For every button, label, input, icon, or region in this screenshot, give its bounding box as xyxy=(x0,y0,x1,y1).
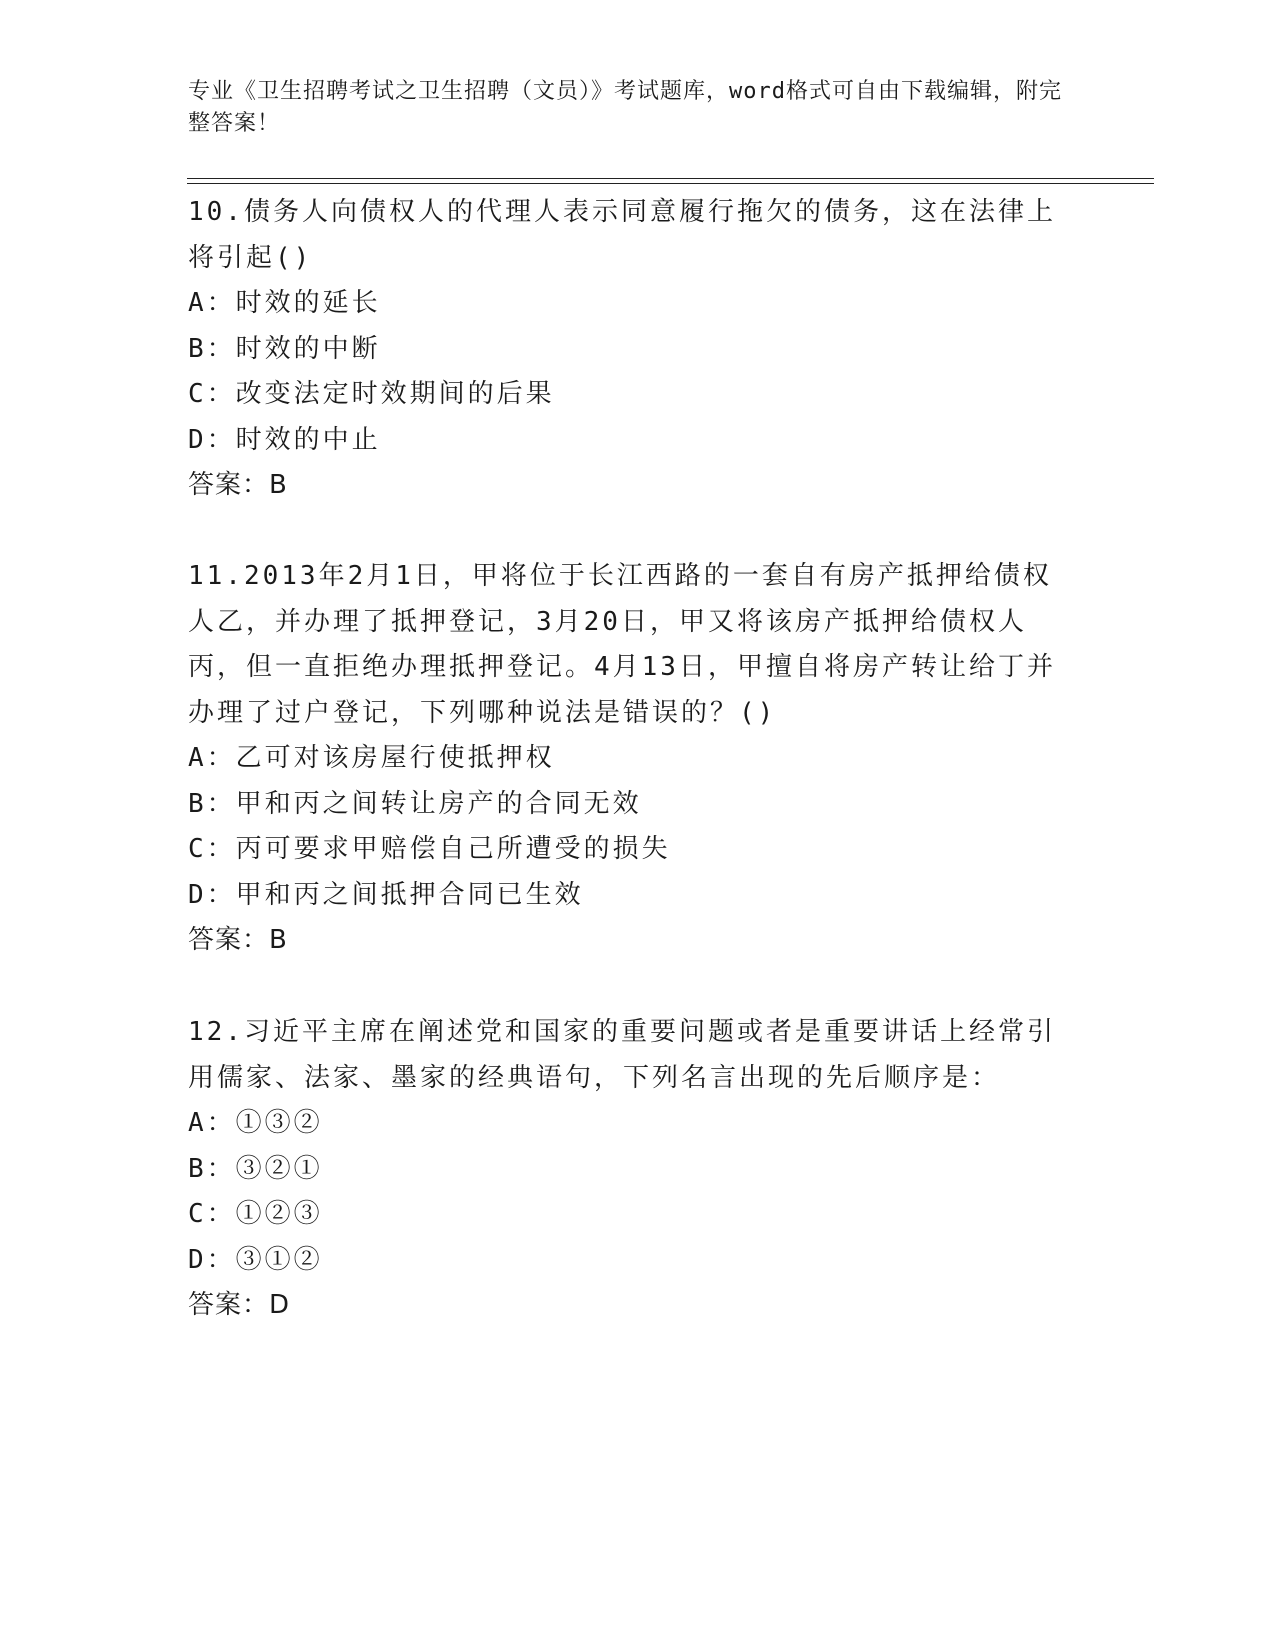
option-c: C：丙可要求甲赔偿自己所遭受的损失 xyxy=(188,834,671,864)
answer-line: 答案：D xyxy=(188,1290,291,1320)
answer-line: 答案：B xyxy=(188,925,288,955)
option-c: C：改变法定时效期间的后果 xyxy=(188,379,555,409)
question-stem: 12.习近平主席在阐述党和国家的重要问题或者是重要讲话上经常引用儒家、法家、墨家的经典语句，下列名言出现的先后顺序是： xyxy=(188,1017,1056,1093)
option-a: A：时效的延长 xyxy=(188,288,381,318)
option-d: D：甲和丙之间抵押合同已生效 xyxy=(188,879,584,910)
option-b: B：甲和丙之间转让房产的合同无效 xyxy=(188,788,642,819)
document-header: 专业《卫生招聘考试之卫生招聘（文员）》考试题库，word格式可自由下载编辑，附完整答案！ xyxy=(188,79,1062,136)
option-d: D：③①② xyxy=(188,1244,323,1275)
question-10 xyxy=(188,190,1068,509)
option-b: B：时效的中断 xyxy=(188,333,381,364)
answer-line: 答案：B xyxy=(188,470,288,500)
option-d: D：时效的中止 xyxy=(188,424,381,455)
option-c: C：①②③ xyxy=(188,1199,323,1229)
question-stem: 10.债务人向债权人的代理人表示同意履行拖欠的债务，这在法律上将引起() xyxy=(188,197,1056,273)
question-stem: 11.2013年2月1日，甲将位于长江西路的一套自有房产抵押给债权人乙，并办理了抵押登记，3月20日，甲又将该房产抵押给债权人丙，但一直拒绝办理抵押登记。4月13日，甲擅自将房产转让给丁并办理了过户登记，下列哪种说法是错误的？() xyxy=(188,561,1056,728)
question-12 xyxy=(188,1010,1068,1329)
option-a: A：乙可对该房屋行使抵押权 xyxy=(188,743,555,773)
header-divider-bottom xyxy=(187,183,1154,184)
option-b: B：③②① xyxy=(188,1153,323,1184)
header-divider-top xyxy=(187,178,1154,179)
option-a: A：①③② xyxy=(188,1108,323,1138)
question-11 xyxy=(188,554,1068,964)
